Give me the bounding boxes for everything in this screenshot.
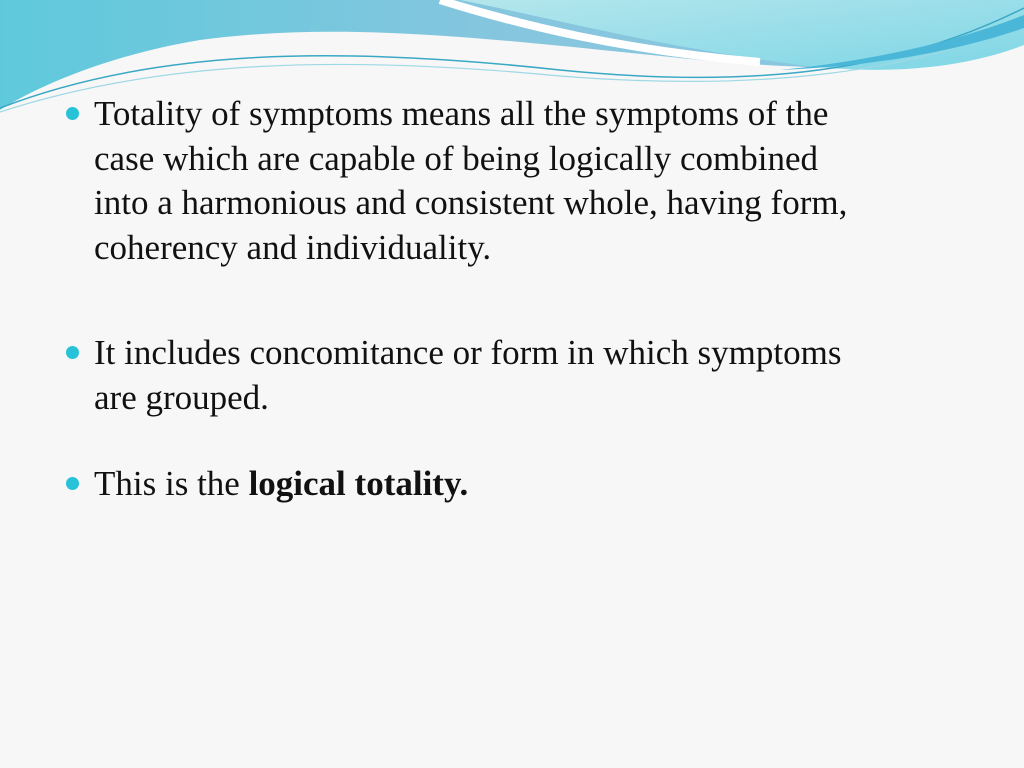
bullet-text-line (94, 462, 992, 507)
bullet-text-line: are grouped. (94, 377, 269, 417)
bullet-icon (66, 346, 79, 359)
bullet-text-line: into a harmonious and consistent whole, having form, (94, 183, 848, 222)
slide-body (62, 92, 992, 551)
bullet-icon (66, 477, 79, 490)
bullet-text-line: It includes concomitance or form in which symptoms (94, 333, 842, 372)
bullet-item (62, 331, 992, 420)
bullet-text-line: Totality of symptoms means all the symptoms of the (94, 94, 829, 133)
bullet-item (62, 92, 992, 270)
bullet-text-prefix: This is the (94, 464, 249, 503)
bullet-text-line: case which are capable of being logically combined (94, 138, 818, 178)
bullet-icon (66, 107, 79, 120)
bullet-item (62, 462, 992, 507)
bullet-text-bold: logical totality. (248, 464, 469, 503)
bullet-text-line: coherency and individuality. (94, 227, 492, 267)
